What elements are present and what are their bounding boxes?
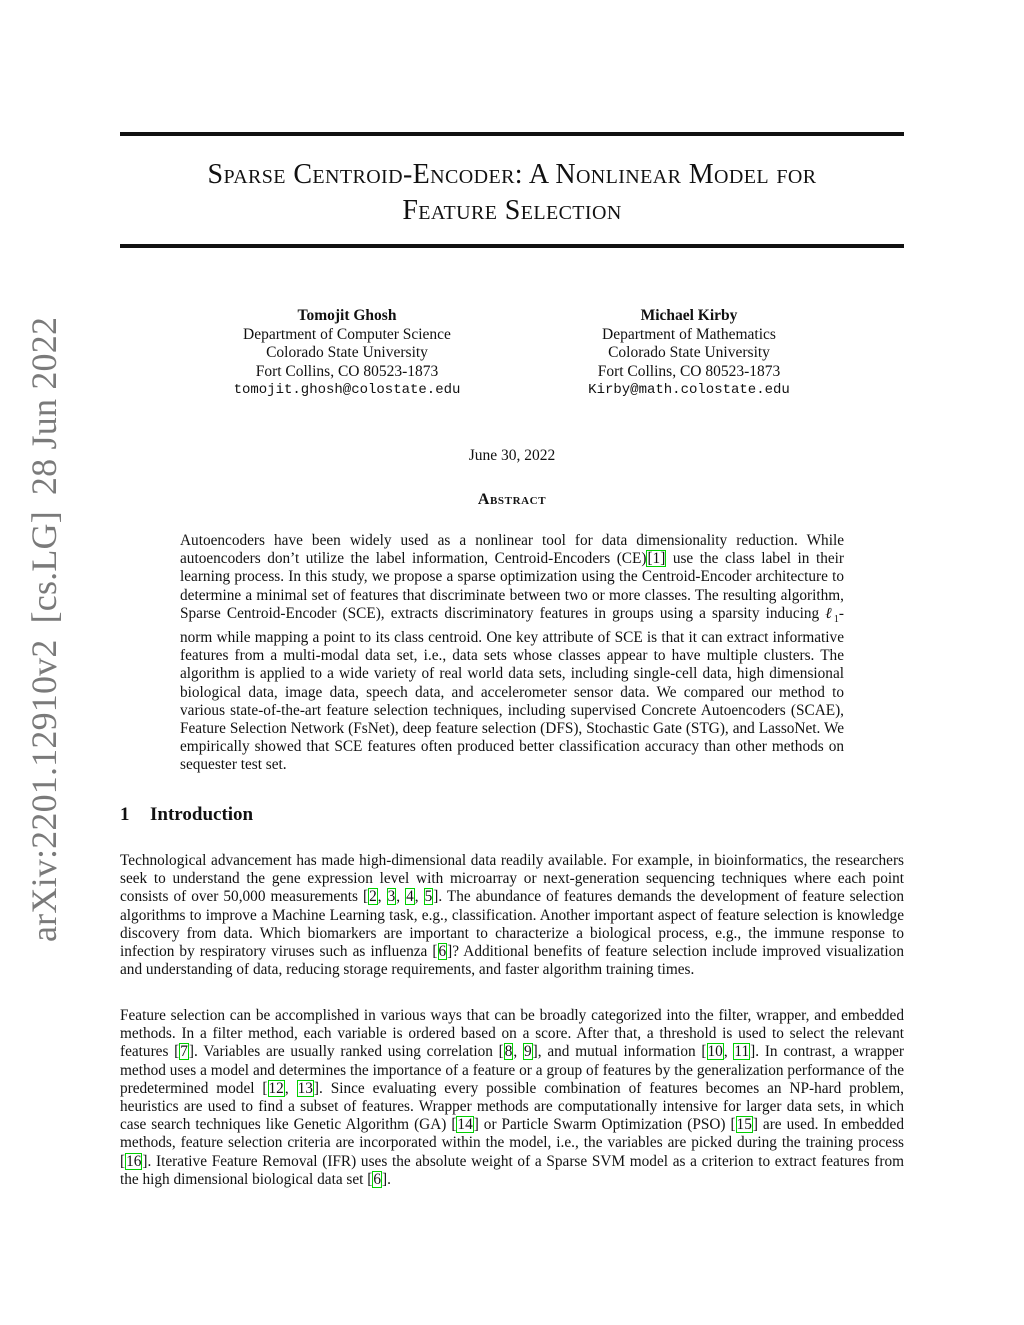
paragraph-text: ]. The abundance of features demands the development of feature selection algorithms to improve a Machine Learning task, e.g., classification. Another important aspect of feature selection is knowledge discovery from data. Which biomarkers are important to characterize a biological process, e.g., the immune response to infection by respiratory viruses such as influenza [ [120,888,904,961]
section-number: 1 [120,804,130,825]
citation-link[interactable]: 11 [734,1043,750,1061]
author-email[interactable]: tomojit.ghosh@colostate.edu [233,382,461,398]
abstract-text: Autoencoders have been widely used as a nonlinear tool for data dimensionality reduction. While autoencoders don’t utilize the label information, Centroid-Encoders (CE) [180,532,844,568]
paragraph-text: ] or Particle Swarm Optimization (PSO) [ [473,1116,736,1134]
arxiv-id: arXiv:2201.12910v2 [24,639,64,942]
citation-link[interactable]: 16 [126,1152,142,1170]
abstract-heading: Abstract [477,491,547,508]
title-line-1: Sparse Centroid-Encoder: A Nonlinear Model for [207,159,817,190]
paragraph-text: ], and mutual information [ [532,1043,707,1061]
section-title: Introduction [150,804,254,825]
citation-link[interactable]: 14 [457,1116,473,1134]
title-top-rule [120,132,904,136]
author-department: Department of Computer Science [243,325,451,343]
paragraph-text: ]? Additional benefits of feature selection include improved visualization and understanding of data, reducing storage requirements, and faster algorithm training times. [120,943,904,979]
citation-link[interactable]: [1] [647,550,666,568]
citation-separator: , [414,888,424,906]
arxiv-identifier-stamp [14,316,74,942]
citation-link[interactable]: 3 [387,888,396,906]
section-heading-introduction [120,804,253,826]
author-name: Tomojit Ghosh [297,307,397,324]
citation-link[interactable]: 7 [180,1043,188,1061]
citation-link[interactable]: 5 [424,888,433,906]
citation-link[interactable]: 6 [373,1170,381,1188]
paragraph-text: Feature selection can be accomplished in various ways that can be broadly categorized into the filter, wrapper, and embedded methods. In a filter method, each variable is ordered based on a score. After that, a threshold is used to select the relevant features [ [120,1007,904,1061]
citation-separator: , [284,1079,297,1097]
citation-separator: , [513,1043,524,1061]
citation-link[interactable]: 9 [524,1043,532,1061]
author-block-2 [551,307,827,400]
arxiv-date: 28 Jun 2022 [24,316,64,496]
citation-separator: , [377,888,387,906]
paragraph-text: ]. [382,1170,391,1188]
citation-link[interactable]: 10 [707,1043,723,1061]
paper-title [120,157,904,229]
title-bottom-rule [120,244,904,248]
author-name: Michael Kirby [640,307,738,324]
paragraph-text: ]. In contrast, a wrapper method uses a model and determines the importance of a feature or a group of features by the generalization performance of the predetermined model [ [120,1043,904,1097]
citation-link[interactable]: 8 [504,1043,513,1061]
abstract-text: use the class label in their learning process. In this study, we propose a sparse optimization using the Centroid-Encoder architecture to determine a minimal set of features that discriminate between two or more classes. The resulting algorithm, Sparse Centroid-Encoder (SCE), extracts discriminatory features in groups using a sparsity inducing [180,550,844,622]
title-line-2: Feature Selection [402,195,622,226]
author-address: Fort Collins, CO 80523-1873 [255,362,439,380]
paragraph-text: ]. Since evaluating every possible combination of features becomes an NP-hard problem, heuristics are used to find a subset of features. Wrapper methods are computationally intensive for larger data sets, in which case search techniques like Genetic Algorithm (GA) [ [120,1079,904,1134]
citation-separator: , [396,888,406,906]
paragraph-text: ]. Variables are usually ranked using correlation [ [188,1043,504,1061]
author-email[interactable]: Kirby@math.colostate.edu [588,382,790,398]
intro-paragraph-2 [120,1007,904,1189]
l1-norm-symbol: ℓ$_1$ [825,604,839,625]
author-university: Colorado State University [608,344,770,361]
citation-separator: , [723,1043,734,1061]
author-university: Colorado State University [266,344,428,361]
citation-link[interactable]: 2 [369,888,377,906]
citation-link[interactable]: 13 [297,1079,313,1097]
citation-link[interactable]: 6 [438,943,447,961]
abstract-body [180,532,844,775]
author-department: Department of Mathematics [602,325,776,343]
paragraph-text: ]. Iterative Feature Removal (IFR) uses the absolute weight of a Sparse SVM model as a criterion to extract features from the high dimensional biological data set [ [120,1152,904,1188]
citation-link[interactable]: 15 [736,1116,752,1134]
paragraph-text: ] are used. In embedded methods, feature selection criteria are incorporated within the model, i.e., the variables are picked during the training process [ [120,1116,904,1170]
arxiv-category: [cs.LG] [24,511,64,624]
citation-link[interactable]: 12 [268,1079,284,1097]
paragraph-text: Technological advancement has made high-dimensional data readily available. For example, in bioinformatics, the researchers seek to understand the gene expression level with microarray or next-generation sequencing techniques where each point consists of over 50,000 measurements [ [120,852,904,906]
author-block-1 [207,307,487,400]
abstract-text: -norm while mapping a point to its class centroid. One key attribute of SCE is that it can extract informative features from a multi-modal data set, i.e., data sets whose classes appear to have multiple clusters. The algorithm is applied to a wide variety of real world data sets, including single-cell data, high dimensional biological data, image data, speech data, and accelerometer sensor data. We compared our method to various state-of-the-art feature selection techniques, including supervised Concrete Autoencoders (SCAE), Feature Selection Network (FsNet), deep feature selection (DFS), Stochastic Gate (STG), and LassoNet. We empirically showed that SCE features often produced better classification accuracy than other methods on sequester test set. [180,604,844,774]
intro-paragraph-1 [120,852,904,979]
paper-date: June 30, 2022 [468,447,556,464]
author-address: Fort Collins, CO 80523-1873 [597,362,781,380]
citation-link[interactable]: 4 [406,888,414,906]
